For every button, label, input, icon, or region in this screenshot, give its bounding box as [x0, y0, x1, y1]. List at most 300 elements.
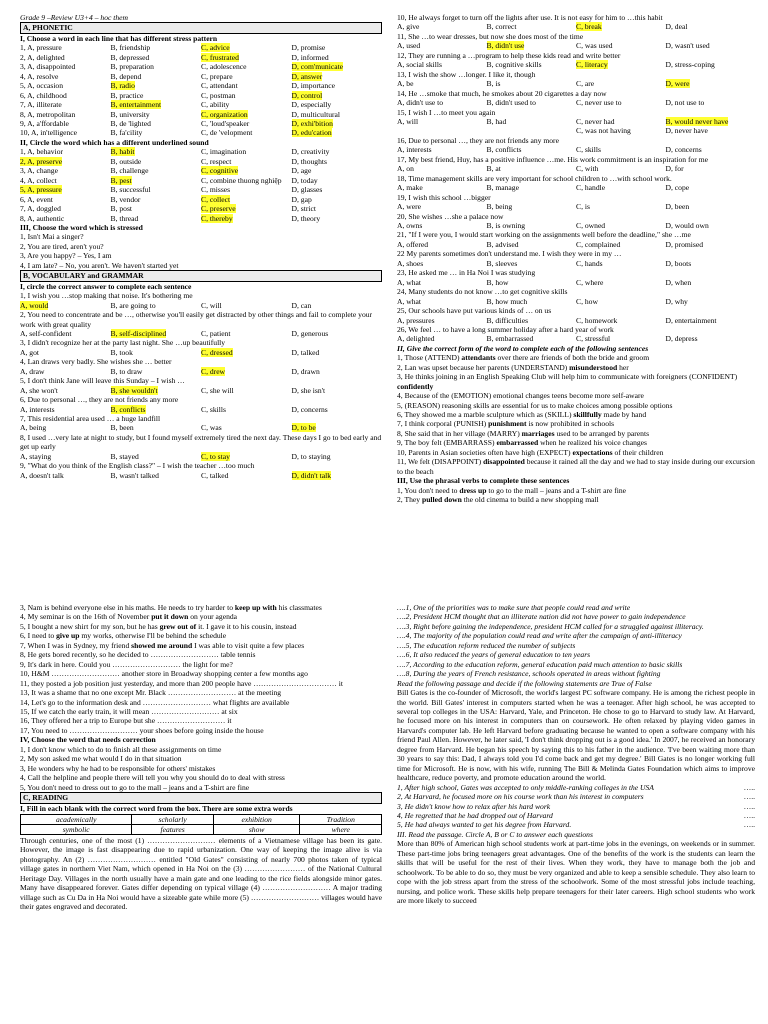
answer-option: D, to staying: [291, 451, 331, 461]
correction-list: [20, 745, 382, 792]
highlighted-answer: C, cognitive: [201, 166, 239, 176]
question-options: [397, 221, 755, 230]
statement-text: 2, At Harvard, he focused more on his course work than his interest in computers: [397, 792, 644, 802]
line-text: to go to the mall – jeans and a T-shirt are fine: [486, 485, 627, 495]
question: 25, Our schools have put various kinds of … on us: [397, 306, 552, 316]
answer-option: A, were: [397, 202, 422, 212]
answer-option: C, how: [576, 296, 598, 306]
highlighted-answer: C, literacy: [576, 60, 608, 70]
answer-option: D, drawn: [291, 366, 320, 376]
answer-line: [397, 401, 755, 410]
section-phonetic: A, PHONETIC: [20, 22, 382, 33]
question: 4, Lan draws very badly. She wishes she … better: [20, 357, 172, 367]
answer-option: 10, A, in'telligence: [20, 128, 78, 138]
answer-option: [20, 185, 111, 194]
true-false-item: ….3, Right before gaining the independence, president HCM called for a struggled against illiteracy.: [397, 621, 704, 631]
column-top-left: [20, 13, 382, 480]
line-text: 7, When I was in Sydney, my friend: [20, 640, 132, 650]
question-options: [20, 348, 382, 357]
question-options: [20, 367, 382, 376]
filled-answer: showed me around: [131, 640, 193, 650]
statement-blank: …..: [743, 820, 755, 830]
answer-line: [397, 410, 755, 419]
answer-option: C, 'loud'speaker: [201, 118, 250, 128]
answer-option: A, she won't: [20, 385, 58, 395]
answer-option: A, social skills: [397, 60, 442, 70]
answer-option: D, theory: [291, 213, 321, 223]
highlighted-answer: B, pest: [110, 175, 132, 185]
answer-option: C, are: [576, 79, 595, 89]
answer-line: [397, 391, 755, 400]
vocab-questions-list: [20, 291, 382, 480]
question: 18, Time management skills are very important for school children to …with school work.: [397, 173, 672, 183]
answer-option: D, depress: [665, 334, 698, 344]
answer-option: D, concerns: [291, 404, 328, 414]
question: 15, I wish I …to meet you again: [397, 107, 496, 117]
fill-blank-title: I, Fill in each blank with the correct word from the box. There are some extra words: [20, 803, 293, 813]
answer-option: D, informed: [291, 52, 329, 62]
line-text: 8, She said that in her village (MARRY): [397, 428, 522, 438]
stressed-sentence: 3, Are you happy? – Yes, I am: [20, 251, 112, 261]
stressed-sentence: 4, I am late? – No, you aren't. We haven't started yet: [20, 260, 179, 270]
answer-line: [397, 363, 755, 372]
question: 9, "What do you think of the English class?" – I wish the teacher …too much: [20, 461, 255, 471]
answer-option: 8, A, metropolitan: [20, 109, 76, 119]
sound-row: [20, 176, 382, 185]
question-options: [397, 183, 755, 192]
question: 16, Due to personal …, they are not friends any more: [397, 135, 559, 145]
answer-option: A, staying: [20, 451, 52, 461]
true-false-item: ….7, According to the education reform, general education paid much attention to basic skills: [397, 659, 683, 669]
answer-line: [20, 660, 382, 669]
question-options: [397, 145, 755, 154]
answer-line: [20, 726, 382, 735]
statement-row: [397, 811, 755, 820]
answer-line: [20, 641, 382, 650]
answer-option: C, postman: [201, 90, 236, 100]
answer-option: C, was: [201, 423, 222, 433]
statement-blank: …..: [743, 792, 755, 802]
filled-answer: pulled down: [421, 495, 462, 505]
statement-text: 3, He didn't know how to relax after his hard work: [397, 801, 551, 811]
correction-sentence: 4, Call the helpline and people there will tell you why you should do to deal with stress: [20, 773, 285, 783]
answer-option: A, doesn't talk: [20, 470, 64, 480]
highlighted-answer: D, edu'cation: [291, 128, 332, 138]
answer-line: [397, 486, 755, 495]
village-gate-passage: Through centuries, one of the most (1) ……………………… elements of a Vietnamese village has been its gate. However, the image is fast disappearing due to rapid urbanization. One way of keeping the image alive is via photography. An (2) ……………………… entitled "Old Gates" consisting of nearly 700 photos taken of typical village gates in northern Viet Nam, which opened in Ha Noi on the (3) …………………… of the National Cultural Heritage Day. Villages in the north usually have a main gate and one leading to the rice fields alongside minor gates. Many have disappeared forever. Gates differ depending on typical village (4) ……………………… A major trading village such as Cu Da in Ha Noi would have a sizeable gate while more (5) ……………………… villages would have their gates engraved and decorated.: [20, 835, 382, 912]
answer-option: B, had: [486, 116, 507, 126]
word-box-cell: where: [300, 824, 382, 834]
line-text: made by hand: [601, 410, 647, 420]
sound-row: [20, 204, 382, 213]
answer-option: [397, 126, 487, 135]
answer-line: [397, 457, 755, 476]
question-options: [397, 240, 755, 249]
line-text: 10, Parents in Asian societies often have high (EXPECT): [397, 447, 573, 457]
true-false-item: ….1, One of the priorities was to make sure that people could read and write: [397, 603, 631, 612]
highlighted-answer: C, organization: [201, 109, 248, 119]
answer-option: [292, 91, 383, 100]
line-text: 6, I need to: [20, 631, 57, 641]
column-top-right: [397, 13, 755, 505]
answer-option: [20, 301, 111, 310]
line-text: 6, They showed me a marble sculpture which as (SKILL): [397, 410, 574, 420]
answer-option: B, successful: [110, 185, 151, 195]
stressed-sentence: 1, Isn't Mai a singer?: [20, 232, 84, 242]
answer-option: B, fa'cility: [110, 128, 143, 138]
statement-row: [397, 820, 755, 829]
highlighted-answer: B, would never have: [665, 116, 729, 126]
question: 5, I don't think Jane will leave this Sunday – I wish …: [20, 376, 185, 386]
answer-option: D, age: [291, 166, 312, 176]
statement-blank: …..: [743, 810, 755, 820]
statement-text: 4, He regretted that he had dropped out of Harvard: [397, 810, 553, 820]
answer-option: D, creativity: [291, 147, 330, 157]
line-text: 9, It's dark in here. Could you ……………………… the light for me?: [20, 659, 233, 669]
answer-line: [20, 650, 382, 659]
answer-line: [397, 448, 755, 457]
phonetic-part2-title: II, Circle the word which has a different underlined sound: [20, 137, 209, 147]
line-text: 11, they posted a job position just yesterday, and more than 200 people have …………………………… it: [20, 678, 343, 688]
stress-row: [20, 53, 382, 62]
answer-option: C, prepare: [201, 71, 233, 81]
section-vocabulary: B, VOCABULARY and GRAMMAR: [20, 270, 382, 281]
line-text: 5, I bought a new shirt for my son, but he has: [20, 621, 160, 631]
answer-option: A, used: [397, 41, 421, 51]
question: 7, This residential area used … a huge landfill: [20, 414, 161, 424]
phonetic-part3-title: III, Choose the word which is stressed: [20, 222, 143, 232]
question-options: [397, 60, 755, 69]
line-text: 15, If we catch the early train, it will mean ……………………… at six: [20, 706, 238, 716]
answer-option: 7, A, doggled: [20, 204, 61, 214]
answer-option: A, offered: [397, 239, 429, 249]
question-options: [20, 329, 382, 338]
line-text: is now prohibited in schools: [526, 419, 615, 429]
highlighted-answer: C, collect: [201, 194, 231, 204]
line-text: his classmates: [276, 603, 322, 612]
highlighted-answer: B, she wouldn't: [110, 385, 158, 395]
answer-option: B, practice: [110, 90, 144, 100]
question: 13, I wish the show …longer. I like it, though: [397, 69, 536, 79]
answer-option: C, with: [576, 164, 599, 174]
answer-option: B, being: [486, 202, 513, 212]
answer-option: D, can: [291, 300, 312, 310]
sound-row: [20, 214, 382, 223]
word-form-title: II, Give the correct form of the word to complete each of the following sentences: [397, 343, 649, 353]
answer-option: D, would own: [665, 220, 709, 230]
line-text: 1, Those (ATTEND): [397, 353, 462, 363]
answer-option: A, pressures: [397, 315, 435, 325]
statements-list: [397, 783, 755, 830]
stress-row: [20, 43, 382, 52]
word-box-cell: symbolic: [21, 824, 132, 834]
question: 11, She …to wear dresses, but now she does most of the time: [397, 31, 584, 41]
part-time-jobs-passage: More than 80% of American high school students work at part-time jobs in the evenings, on weekends or in summer. These part-time jobs bring teenagers great advantages. One of the benefits of the work is the students can learn the skills that will be useful for the rest of their lives. When they work, they have to manage both the job and schoolwork. To be able to do so, they must be very organized and able to keep a sensible schedule. They also learn to cope with the job stress apart from the stress of the schoolwork. Some of the most stressful jobs include teaching, nursing, and police work. These skills help prepare teenagers for their later careers. High school students who work are more likely to succeed: [397, 839, 755, 906]
filled-answer: attendants: [461, 353, 496, 363]
phrasal-verbs-list: [397, 486, 755, 505]
answer-option: D, concerns: [665, 145, 702, 155]
answer-line: [397, 372, 755, 391]
word-box-cell: academically: [21, 814, 132, 824]
answer-option: 7, A, illiterate: [20, 100, 62, 110]
answer-option: C, will: [201, 300, 222, 310]
true-false-items: [397, 603, 755, 679]
answer-option: [576, 22, 666, 31]
answer-option: D, wasn't used: [665, 41, 710, 51]
line-text: 2, Lan was upset because her parents (UNDERSTAND): [397, 362, 570, 372]
line-text: my works, otherwise I'll be behind the schedule: [79, 631, 227, 641]
question-options: [397, 117, 755, 126]
question-options: [20, 471, 382, 480]
answer-option: [292, 72, 383, 81]
highlighted-answer: D, didn't talk: [291, 470, 332, 480]
answer-option: B, friendship: [110, 43, 151, 53]
question-options: [397, 278, 755, 287]
answer-option: C, attendant: [201, 81, 238, 91]
answer-option: D, generous: [291, 328, 329, 338]
highlighted-answer: C, dressed: [201, 347, 233, 357]
answer-option: [201, 204, 292, 213]
answer-option: 4, A, collect: [20, 175, 57, 185]
statement-row: [397, 783, 755, 792]
answer-option: B, sleeves: [486, 258, 518, 268]
line-text: on your agenda: [188, 612, 238, 622]
question-options: [20, 452, 382, 461]
question-options: [397, 126, 755, 135]
answer-option: B, thread: [110, 213, 139, 223]
stress-row: [20, 62, 382, 71]
highlighted-answer: C, thereby: [201, 213, 233, 223]
true-false-item: ….5, The education reform reduced the number of subjects: [397, 640, 576, 650]
filled-answer: confidently: [397, 381, 434, 391]
question-options: [397, 334, 755, 343]
answer-option: [292, 62, 383, 71]
filled-answer: put it down: [151, 612, 189, 622]
highlighted-answer: C, advice: [201, 43, 230, 53]
answer-option: A, being: [20, 423, 47, 433]
answer-option: A, what: [397, 296, 422, 306]
phrasal-verbs-title: III, Use the phrasal verbs to complete these sentences: [397, 476, 570, 486]
line-text: when he realized his voice changes: [538, 438, 647, 448]
answer-option: [576, 60, 666, 69]
sound-row: [20, 185, 382, 194]
answer-option: B, post: [110, 204, 133, 214]
answer-option: D, not use to: [665, 98, 705, 108]
word-box-cell: exhibition: [213, 814, 300, 824]
answer-line: [397, 419, 755, 428]
word-box: [20, 814, 382, 835]
answer-option: D, for: [665, 164, 684, 174]
bill-gates-passage: Bill Gates is the co-founder of Microsoft, the world's largest PC software company. He is among the richest people in the world. Bill Gates' interest in computers started when he was a teenager. After high school, he was accepted to several top colleges in the USA: Harvard, Yale, and Princeton. He chose to go to Harvard to study law. At Harvard, he focused more on his interest in computers than on coursework. He often relaxed by playing video games in Harvard's computer lab. He left Harvard before graduating because he wanted to open a software company with his friend Paul Allen. However, he later said, 'I don't think dropping out is a good idea.' In 2007, he received an honorary degree from Harvard. He began his speech by saying this to his father in the audience. 'I've been waiting more than 30 years to say this: Dad, I always told you I'd come back and get my degree.' Bill Gates is no longer working full time for Microsoft. He is now, with his wife, running The Bill & Melinda Gates Foundation which aims to improve healthcare, reduce poverty, and promote education around the world.: [397, 688, 755, 783]
line-text: the old cinema to build a new shopping mall: [461, 495, 599, 505]
answer-option: C, de 'velopment: [201, 128, 253, 138]
answer-option: B, embarrassed: [486, 334, 534, 344]
line-text: her: [617, 362, 629, 372]
answer-option: C, patient: [201, 328, 231, 338]
answer-option: C, hands: [576, 258, 603, 268]
question-options: [397, 79, 755, 88]
question-options: [20, 386, 382, 395]
answer-option: [111, 100, 202, 109]
answer-option: B, preparation: [110, 62, 154, 72]
highlighted-answer: C, break: [576, 22, 602, 32]
answer-option: [201, 195, 292, 204]
answer-line: [20, 688, 382, 697]
highlighted-answer: D, control: [291, 90, 323, 100]
answer-option: 9, A, a'ffordable: [20, 118, 69, 128]
filled-answer: disappointed: [483, 457, 525, 467]
stress-row: [20, 72, 382, 81]
answer-option: D, she isn't: [291, 385, 326, 395]
line-text: 13, It was a shame that no one except Mr. Black ……………………… at the meeting: [20, 688, 282, 698]
answer-option: C, adolescence: [201, 62, 247, 72]
true-false-item: ….6, It also reduced the years of general education to ten years: [397, 650, 591, 660]
answer-option: A, got: [20, 347, 39, 357]
answer-option: B, at: [486, 164, 501, 174]
answer-option: C, talked: [201, 470, 229, 480]
answer-option: C, owned: [576, 220, 606, 230]
answer-option: C, skills: [576, 145, 601, 155]
question: 12, They are running a …program to help these kids read and write better: [397, 50, 621, 60]
phonetic-part1-list: [20, 43, 382, 138]
answer-line: [20, 698, 382, 707]
answer-option: B, stayed: [110, 451, 139, 461]
answer-line: [397, 353, 755, 362]
stressed-sentence: 2, You are tired, aren't you?: [20, 241, 104, 251]
stress-row: [20, 110, 382, 119]
correction-sentence: 5, You don't need to dress out to go to the mall – jeans and a T-shirt are fine: [20, 782, 250, 792]
filled-answer: dress up: [459, 485, 487, 495]
answer-option: B, how: [486, 277, 509, 287]
question: 17, My best friend, Huy, has a positive influence …me. His work commitment is an inspiration for me: [397, 154, 709, 164]
answer-option: A, be: [397, 79, 414, 89]
correction-title: IV, Choose the word that needs correction: [20, 735, 156, 745]
question: 1, I wish you …stop making that noise. It's bothering me: [20, 291, 193, 301]
answer-option: A, delighted: [397, 334, 435, 344]
line-text: it. I gave it to his cousin, instead: [196, 621, 297, 631]
answer-option: D, talked: [291, 347, 320, 357]
answer-option: [487, 126, 577, 135]
answer-line: [397, 438, 755, 447]
answer-option: D, glasses: [291, 185, 323, 195]
answer-option: A, interests: [397, 145, 432, 155]
answer-option: A, interests: [20, 404, 55, 414]
answer-option: D, gap: [291, 194, 312, 204]
line-text: 17, You need to ……………………… your shoes before going inside the house: [20, 725, 264, 735]
answer-option: D, multicultural: [291, 109, 341, 119]
word-box-cell: show: [213, 824, 300, 834]
highlighted-answer: D, to be: [291, 423, 316, 433]
line-text: of their children: [612, 447, 664, 457]
answer-option: 4, A, resolve: [20, 71, 59, 81]
answer-option: A, make: [397, 183, 423, 193]
answer-option: C, complained: [576, 239, 621, 249]
answer-option: B, depend: [110, 71, 142, 81]
answer-option: B, been: [110, 423, 134, 433]
phonetic-part3-list: [20, 232, 382, 270]
highlighted-answer: B, entertainment: [110, 100, 162, 110]
column-bottom-left: [20, 603, 382, 912]
vocab-part1-title: I, circle the correct answer to complete each sentence: [20, 281, 192, 291]
answer-option: A, self-confident: [20, 328, 72, 338]
answer-option: C, was used: [576, 41, 613, 51]
phonetic-part2-list: [20, 147, 382, 223]
question: 10, He always forget to turn off the lights after use. It is not easy for him to …this habit: [397, 13, 663, 22]
line-text: 7, I think corporal (PUNISH): [397, 419, 489, 429]
answer-option: [20, 157, 111, 166]
answer-option: D, promised: [665, 239, 704, 249]
line-text: 4, My seminar is on the 16th of November: [20, 612, 152, 622]
sound-row: [20, 147, 382, 156]
answer-option: [201, 166, 292, 175]
filled-answer: misunderstood: [569, 362, 618, 372]
question: 22 My parents sometimes don't understand me. I wish they were in my …: [397, 249, 622, 259]
question-options: [397, 202, 755, 211]
answer-option: C, was not having: [576, 126, 631, 136]
answer-option: [292, 119, 383, 128]
answer-option: A, on: [397, 164, 414, 174]
answer-option: 3, A, change: [20, 166, 58, 176]
question-options: [20, 423, 382, 432]
highlighted-answer: B, self-disciplined: [110, 328, 167, 338]
answer-option: B, advised: [486, 239, 519, 249]
answer-option: B, how much: [486, 296, 528, 306]
question: 8, I used …very late at night to study, but I found myself extremely tired the next day. These days I go to bed early and get up early: [20, 432, 382, 452]
answer-option: B, didn't used to: [486, 98, 536, 108]
answer-option: D, when: [665, 277, 692, 287]
section-reading: C, READING: [20, 792, 382, 803]
answer-option: 2, A, delighted: [20, 52, 65, 62]
reading-part3-title: III. Read the passage. Circle A, B or C to answer each questions: [397, 829, 593, 839]
answer-option: 1, A, behavior: [20, 147, 64, 157]
question: 19, I wish this school …bigger: [397, 192, 491, 202]
answer-option: [111, 405, 202, 414]
filled-answer: marriages: [521, 428, 555, 438]
answer-option: [111, 81, 202, 90]
answer-option: B, to draw: [110, 366, 143, 376]
word-box-cell: Tradition: [300, 814, 382, 824]
statement-text: 5, He had always wanted to get his degree from Harvard.: [397, 820, 572, 830]
answer-option: D, promise: [291, 43, 326, 53]
answer-option: 1, A, pressure: [20, 43, 62, 53]
word-box-cell: scholarly: [132, 814, 213, 824]
question-options: [397, 164, 755, 173]
answer-option: C, ability: [201, 100, 230, 110]
word-box-cell: features: [132, 824, 213, 834]
answer-option: C, never had: [576, 116, 615, 126]
answer-option: C, she will: [201, 385, 234, 395]
highlighted-answer: C, frustrated: [201, 52, 239, 62]
line-text: 3, He thinks joining in an English Speaking Club will help him to communicate with foreigners (CONFIDENT): [397, 372, 738, 382]
statement-row: [397, 792, 755, 801]
answer-line: [20, 716, 382, 725]
answer-option: 6, A, childhood: [20, 90, 67, 100]
question-options: [20, 405, 382, 414]
answer-line: [20, 707, 382, 716]
page-header: Grade 9 –Review U3+4 – hoc them: [20, 13, 129, 22]
answer-option: C, combine thuong nghiệp: [201, 175, 282, 185]
line-text: 9, The boy felt (EMBARRASS): [397, 438, 497, 448]
highlighted-answer: D, com'municate: [291, 62, 344, 72]
answer-line: [397, 495, 755, 504]
answer-option: [111, 386, 202, 395]
answer-option: 5, A, occasion: [20, 81, 64, 91]
filled-answer: expectations: [572, 447, 613, 457]
answer-option: 3, A, disappointed: [20, 62, 76, 72]
answer-option: B, cognitive skills: [486, 60, 542, 70]
answer-option: C, is: [576, 202, 590, 212]
answer-option: [111, 176, 202, 185]
